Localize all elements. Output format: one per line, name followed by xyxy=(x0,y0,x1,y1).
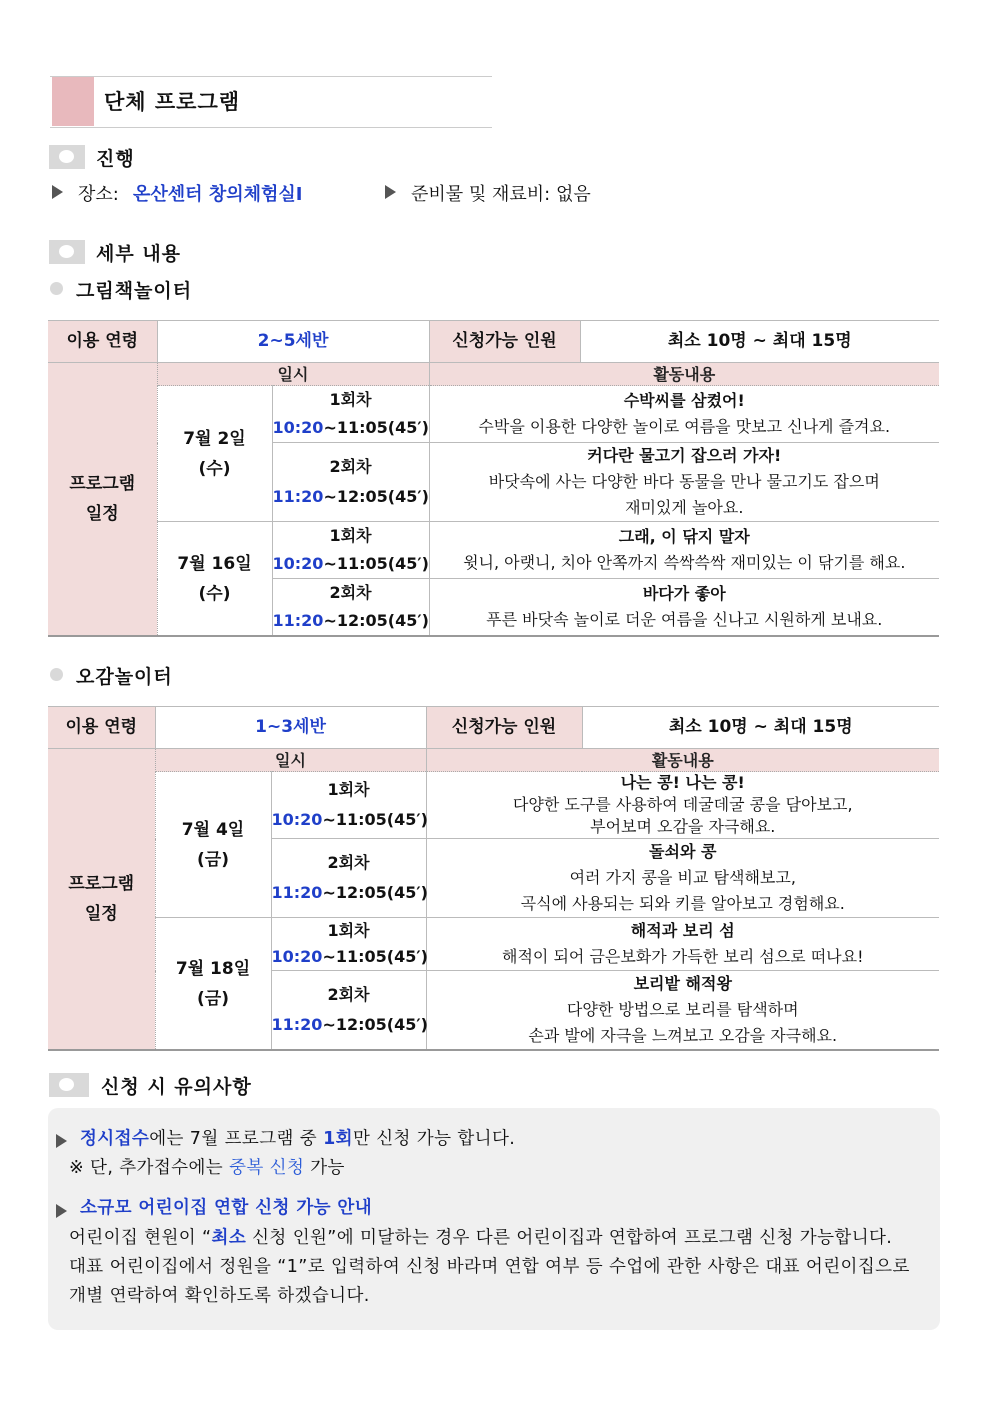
notice-item-1-sub xyxy=(69,1154,345,1183)
program2-name: 오감놀이터 xyxy=(76,666,173,688)
minimum-text: 최소 xyxy=(211,1228,247,1248)
activity-title: 해적과 보리 섬 xyxy=(630,921,735,940)
activity-title: 그래, 이 닦지 말자 xyxy=(618,527,750,546)
schedule-label-2: 일정 xyxy=(85,504,119,524)
triangle-bullet-icon xyxy=(56,1204,67,1218)
round-text: 1회차 xyxy=(329,526,372,545)
activity-desc: 여러 가지 콩을 비교 탐색해보고, xyxy=(569,868,796,887)
session-activity xyxy=(429,522,939,579)
col-activity-header: 활동내용 xyxy=(429,363,939,386)
session-time xyxy=(272,386,429,443)
schedule-label xyxy=(48,363,157,637)
triangle-bullet-icon xyxy=(52,185,63,199)
activity-desc: 윗니, 아랫니, 치아 안쪽까지 쓱싹쓱싹 재미있는 이 닦기를 해요. xyxy=(463,553,906,572)
once-text: 1회 xyxy=(323,1129,353,1149)
end-time: ~11:05(45′) xyxy=(323,418,429,437)
start-time: 10:20 xyxy=(272,554,324,573)
activity-title: 수박씨를 삼켰어! xyxy=(623,391,745,410)
session-time xyxy=(272,443,429,522)
activity-title: 바다가 좋아 xyxy=(642,584,726,603)
weekday-text: (금) xyxy=(197,849,229,870)
col-activity-header: 활동내용 xyxy=(426,749,939,772)
activity-title: 돌쇠와 콩 xyxy=(649,842,717,861)
capacity-label: 신청가능 인원 xyxy=(429,321,580,363)
section-progress-label: 진행 xyxy=(96,148,135,170)
round-text: 2회차 xyxy=(329,457,372,476)
age-value: 1~3세반 xyxy=(155,707,426,749)
capacity-value: 최소 10명 ~ 최대 15명 xyxy=(582,707,939,749)
weekday-text: (수) xyxy=(198,583,231,604)
session-activity xyxy=(429,579,939,637)
activity-title: 커다란 물고기 잡으러 가자! xyxy=(587,446,782,465)
notice-text: 신청 인원”에 미달하는 경우 다른 어린이집과 연합하여 프로그램 신청 가능합니다. xyxy=(246,1228,893,1248)
round-text: 2회차 xyxy=(327,853,370,872)
date-text: 7월 2일 xyxy=(183,428,246,449)
activity-desc: 수박을 이용한 다양한 놀이로 여름을 맛보고 신나게 즐겨요. xyxy=(478,417,891,436)
activity-desc-2: 부어보며 오감을 자극해요. xyxy=(590,817,776,836)
activity-desc: 다양한 도구를 사용하여 데굴데굴 콩을 담아보고, xyxy=(512,795,853,814)
session-activity xyxy=(426,971,939,1051)
end-time: ~11:05(45′) xyxy=(322,947,428,966)
section-details-label: 세부 내용 xyxy=(96,243,182,265)
activity-desc: 바닷속에 사는 다양한 바다 동물을 만나 물고기도 잡으며 xyxy=(488,472,880,491)
place-label: 장소: xyxy=(78,184,119,205)
day-date xyxy=(157,386,272,522)
circle-bullet-icon xyxy=(50,668,63,681)
weekday-text: (금) xyxy=(197,988,229,1009)
section-notes-label: 신청 시 유의사항 xyxy=(101,1076,252,1098)
triangle-bullet-icon xyxy=(385,185,396,199)
program1-table xyxy=(48,320,939,637)
notice-item-2-line-2: 대표 어린이집에서 정원을 “1”로 입력하여 신청 바라며 연합 여부 등 수업에 관한 사항은 대표 어린이집으로 xyxy=(69,1257,910,1277)
schedule-label-2: 일정 xyxy=(84,904,118,924)
activity-desc: 푸른 바닷속 놀이로 더운 여름을 신나고 시원하게 보내요. xyxy=(486,610,883,629)
start-time: 10:20 xyxy=(271,810,323,829)
notice-item-2-title: 소규모 어린이집 연합 신청 가능 안내 xyxy=(80,1198,373,1218)
activity-desc: 해적이 되어 금은보화가 가득한 보리 섬으로 떠나요! xyxy=(501,947,864,966)
regular-application-text: 정시접수 xyxy=(80,1129,150,1149)
start-time: 11:20 xyxy=(271,883,323,902)
capacity-value: 최소 10명 ~ 최대 15명 xyxy=(580,321,939,363)
session-activity xyxy=(426,839,939,918)
materials-text: 준비물 및 재료비: 없음 xyxy=(411,184,591,205)
program1-name: 그림책놀이터 xyxy=(76,280,193,302)
round-text: 1회차 xyxy=(329,390,372,409)
session-activity xyxy=(426,772,939,839)
end-time: ~12:05(45′) xyxy=(322,1015,428,1034)
age-label: 이용 연령 xyxy=(48,321,157,363)
round-text: 2회차 xyxy=(327,985,370,1004)
notice-text: 어린이집 현원이 “ xyxy=(69,1228,212,1248)
date-text: 7월 18일 xyxy=(175,958,251,979)
section-bullet-icon xyxy=(49,1073,89,1097)
section-bullet-icon xyxy=(49,240,85,264)
session-activity xyxy=(429,386,939,443)
notice-item-2-line-3: 개별 연락하여 확인하도록 하겠습니다. xyxy=(69,1286,370,1306)
program2-table xyxy=(48,706,939,1051)
session-activity xyxy=(426,918,939,971)
date-text: 7월 4일 xyxy=(181,819,245,840)
session-time xyxy=(272,522,429,579)
round-text: 1회차 xyxy=(327,921,370,940)
day-date xyxy=(157,522,272,637)
age-value: 2~5세반 xyxy=(157,321,429,363)
activity-title: 나는 콩! 나는 콩! xyxy=(620,773,745,792)
round-text: 1회차 xyxy=(327,780,370,799)
day-date xyxy=(155,918,271,1051)
session-time xyxy=(271,839,426,918)
end-time: ~12:05(45′) xyxy=(323,487,429,506)
notice-text: 에는 7월 프로그램 중 xyxy=(149,1129,324,1149)
notice-item-1 xyxy=(80,1125,515,1154)
schedule-label-1: 프로그램 xyxy=(69,474,136,494)
session-time xyxy=(271,918,426,971)
end-time: ~11:05(45′) xyxy=(323,554,429,573)
weekday-text: (수) xyxy=(198,458,231,479)
activity-desc-2: 곡식에 사용되는 되와 키를 알아보고 경험해요. xyxy=(520,894,845,913)
notice-text: 가능 xyxy=(304,1158,345,1178)
activity-desc-2: 손과 발에 자극을 느껴보고 오감을 자극해요. xyxy=(528,1026,838,1045)
start-time: 10:20 xyxy=(272,418,324,437)
activity-desc-2: 재미있게 놀아요. xyxy=(625,498,744,517)
end-time: ~12:05(45′) xyxy=(323,611,429,630)
place-value: 온산센터 창의체험실Ⅰ xyxy=(133,184,303,205)
schedule-label-1: 프로그램 xyxy=(68,874,135,894)
session-activity xyxy=(429,443,939,522)
page-title: 단체 프로그램 xyxy=(104,90,241,114)
start-time: 11:20 xyxy=(271,1015,323,1034)
section-bullet-icon xyxy=(49,145,85,169)
day-date xyxy=(155,772,271,918)
activity-desc: 다양한 방법으로 보리를 탐색하며 xyxy=(566,1000,799,1019)
col-date-header: 일시 xyxy=(155,749,426,772)
activity-title: 보리밭 해적왕 xyxy=(633,974,732,993)
capacity-label: 신청가능 인원 xyxy=(426,707,582,749)
schedule-label xyxy=(48,749,155,1051)
session-time xyxy=(272,579,429,637)
triangle-bullet-icon xyxy=(56,1134,67,1148)
notice-text: 만 신청 가능 합니다. xyxy=(352,1129,516,1149)
col-date-header: 일시 xyxy=(157,363,429,386)
notice-item-2-line-1 xyxy=(69,1224,892,1253)
start-time: 11:20 xyxy=(272,611,324,630)
session-time xyxy=(271,971,426,1051)
date-text: 7월 16일 xyxy=(177,553,252,574)
title-accent-bar xyxy=(52,77,94,126)
round-text: 2회차 xyxy=(329,583,372,602)
duplicate-text: 중복 신청 xyxy=(229,1158,305,1178)
end-time: ~11:05(45′) xyxy=(322,810,428,829)
notice-text: ※ 단, 추가접수에는 xyxy=(69,1158,230,1178)
end-time: ~12:05(45′) xyxy=(322,883,428,902)
circle-bullet-icon xyxy=(50,282,63,295)
start-time: 10:20 xyxy=(271,947,323,966)
session-time xyxy=(271,772,426,839)
age-label: 이용 연령 xyxy=(48,707,155,749)
start-time: 11:20 xyxy=(272,487,324,506)
